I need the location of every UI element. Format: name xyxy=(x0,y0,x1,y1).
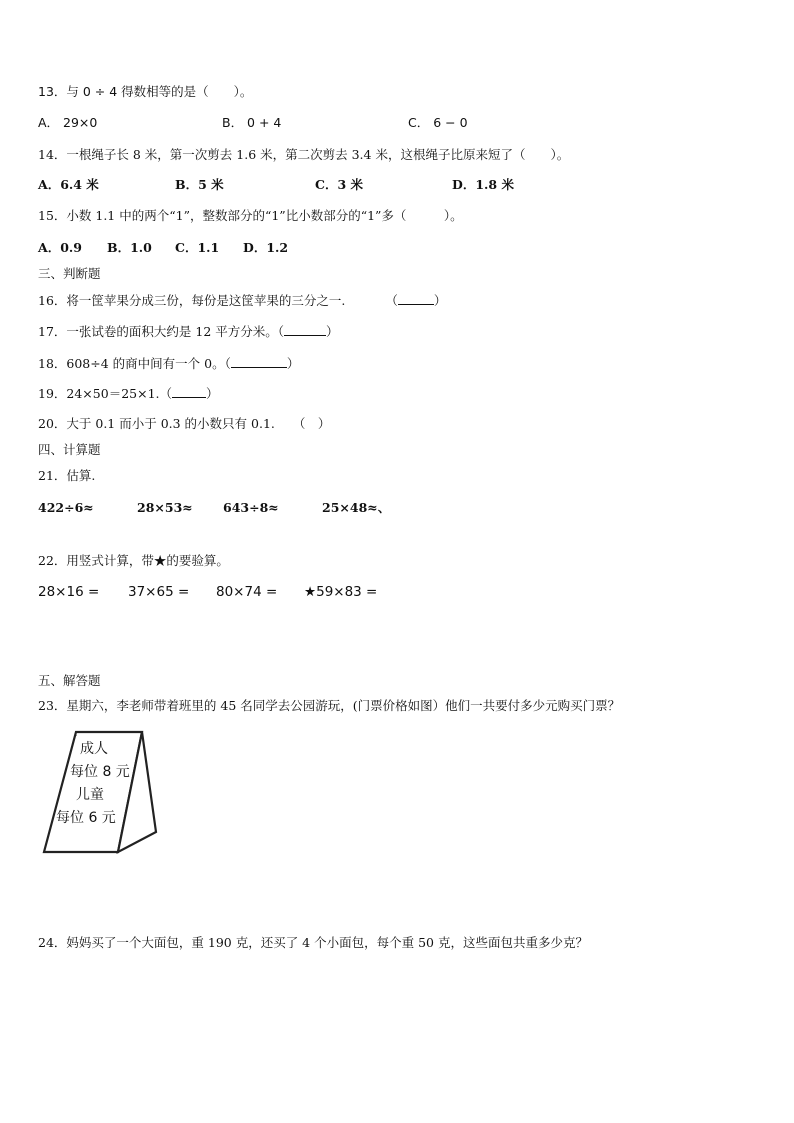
estimate-item-2: 28×53≈ xyxy=(137,500,193,515)
section-3-heading: 三、判断题 xyxy=(38,266,101,281)
question-14-stem: 14．一根绳子长 8 米，第一次剪去 1.6 米，第二次剪去 3.4 米，这根绳子比原来短了（ ）。 xyxy=(38,147,570,162)
question-14-option-b: B．5 米 xyxy=(175,177,224,192)
answer-paren-20[interactable]: （ ） xyxy=(292,416,331,431)
question-21-stem: 21．估算. xyxy=(38,468,96,483)
question-20-text: 20．大于 0.1 而小于 0.3 的小数只有 0.1. xyxy=(38,416,275,431)
sign-line-1: 成人 xyxy=(80,741,108,757)
question-15-option-c: C．1.1 xyxy=(175,240,220,255)
question-19 xyxy=(38,385,219,402)
question-16-text: 16．将一筐苹果分成三份，每份是这筐苹果的三分之一. xyxy=(38,293,346,308)
question-16 xyxy=(38,292,446,309)
vertical-calc-item-2: 37×65 = xyxy=(128,584,190,600)
question-13-option-c: C． 6 − 0 xyxy=(408,115,468,130)
question-14-option-c: C．3 米 xyxy=(315,177,363,192)
answer-blank-19[interactable] xyxy=(172,385,206,398)
estimate-item-4: 25×48≈、 xyxy=(322,500,391,515)
question-18-text: 18．608÷4 的商中间有一个 0。 xyxy=(38,356,225,371)
question-14-option-d: D．1.8 米 xyxy=(452,177,514,192)
question-15-option-d: D．1.2 xyxy=(243,240,289,255)
estimate-item-1: 422÷6≈ xyxy=(38,500,94,515)
answer-paren-close: ） xyxy=(206,386,219,401)
question-17 xyxy=(38,323,339,340)
question-13-option-b: B． 0 + 4 xyxy=(222,115,282,130)
question-18 xyxy=(38,355,299,372)
answer-blank-18[interactable] xyxy=(231,355,287,368)
question-15-option-b: B．1.0 xyxy=(107,240,152,255)
answer-paren-close: ） xyxy=(326,324,339,339)
vertical-calc-item-4: ★59×83 = xyxy=(304,584,378,600)
vertical-calc-item-1: 28×16 = xyxy=(38,584,100,600)
question-20 xyxy=(38,416,330,432)
answer-paren-open: （ xyxy=(277,324,285,339)
vertical-calc-item-3: 80×74 = xyxy=(216,584,278,600)
sign-line-4: 每位 6 元 xyxy=(56,810,116,826)
answer-paren-open: （ xyxy=(224,356,231,371)
estimate-item-3: 643÷8≈ xyxy=(223,500,279,515)
section-5-heading: 五、解答题 xyxy=(38,673,101,688)
question-13-option-a: A． 29×0 xyxy=(38,115,98,130)
answer-paren-close: ） xyxy=(433,293,447,308)
question-14-option-a: A．6.4 米 xyxy=(38,177,99,192)
question-15-stem: 15．小数 1.1 中的两个“1”，整数部分的“1”比小数部分的“1”多（ ）。 xyxy=(38,208,463,223)
answer-paren-open: （ xyxy=(385,293,398,308)
sign-line-2: 每位 8 元 xyxy=(70,764,130,780)
question-13-stem: 13．与 0 ÷ 4 得数相等的是（ ）。 xyxy=(38,84,253,99)
answer-blank-17[interactable] xyxy=(284,323,326,336)
answer-paren-close: ） xyxy=(286,356,300,371)
question-17-text: 17．一张试卷的面积大约是 12 平方分米。 xyxy=(38,324,278,339)
section-4-heading: 四、计算题 xyxy=(38,442,101,457)
answer-blank-16[interactable] xyxy=(398,292,434,305)
answer-paren-open: （ xyxy=(159,386,173,401)
question-19-text: 19．24×50＝25×1. xyxy=(38,386,160,401)
question-22-stem: 22．用竖式计算，带★的要验算。 xyxy=(38,553,229,568)
question-23-stem: 23．星期六，李老师带着班里的 45 名同学去公园游玩，(门票价格如图）他们一共要付多少元购买门票？ xyxy=(38,698,621,713)
question-24-stem: 24．妈妈买了一个大面包，重 190 克，还买了 4 个小面包，每个重 50 克，这些面包共重多少克？ xyxy=(38,935,588,950)
question-15-option-a: A．0.9 xyxy=(38,240,82,255)
ticket-price-sign xyxy=(40,728,158,856)
sign-line-3: 儿童 xyxy=(76,787,104,803)
